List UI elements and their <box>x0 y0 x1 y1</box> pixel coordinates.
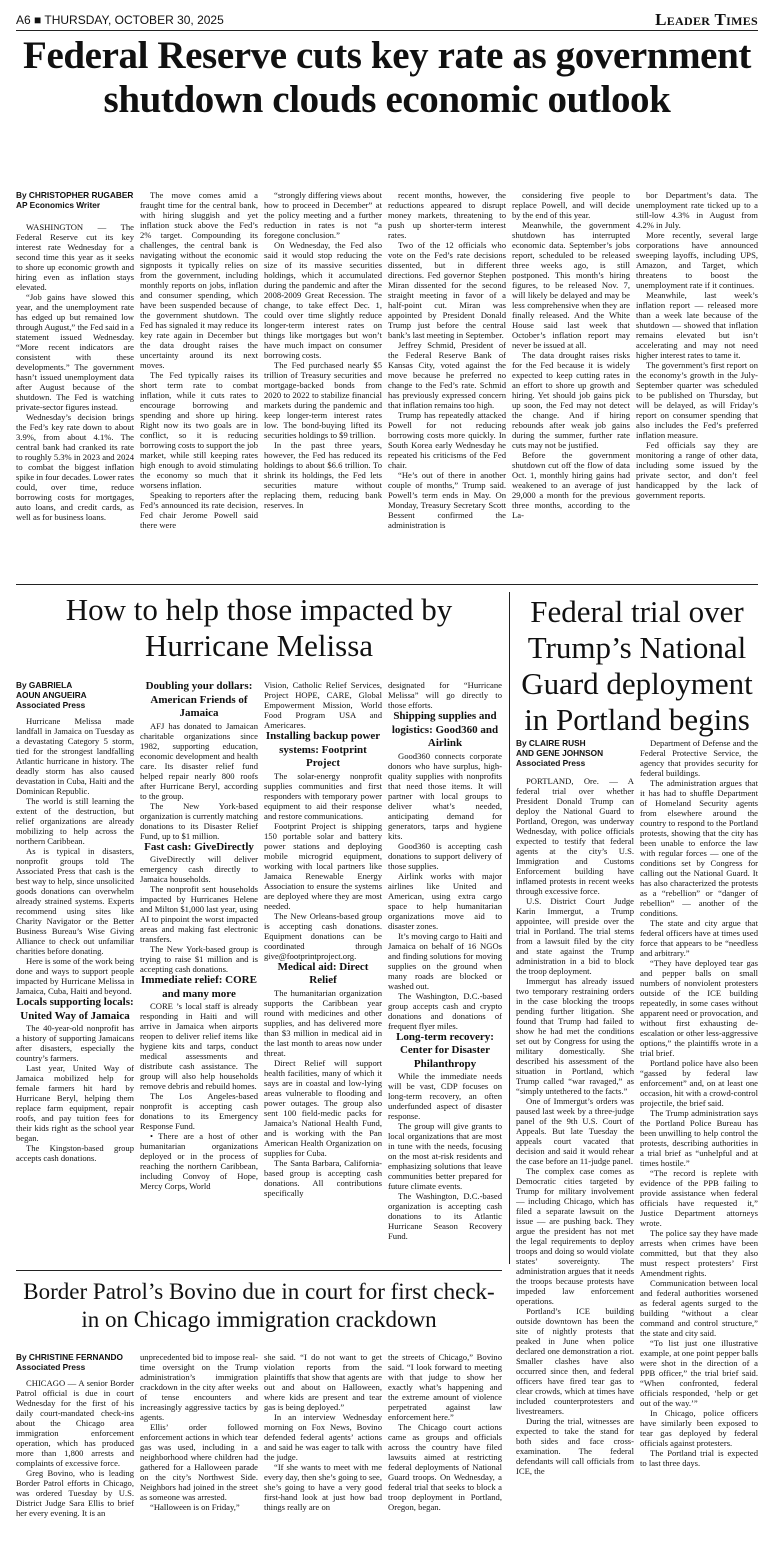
article-paragraph: Communication between local and federal authorities worsened as federal agents surged to the building “without a clear command and control structure,” the state and city said. <box>640 1278 758 1338</box>
article-paragraph: Greg Bovino, who is leading Border Patrol efforts in Chicago, was ordered Tuesday by U.S. District Judge Sara Ellis to brief her every evening. It is an <box>16 1468 134 1518</box>
article-paragraph: The data drought raises risks for the Fed because it is widely expected to keep cutting rates in an effort to shore up growth and hiring. Yet should job gains pick up soon, the Fed may not detect the change. And if hiring rebounds after weak job gains during the summer, further rate cuts may not be justified. <box>512 350 630 450</box>
hurricane-column-2 <box>140 680 258 1264</box>
article-paragraph: The state and city argue that federal officers have at times used force that appears to be “needless and arbitrary.” <box>640 918 758 958</box>
article-paragraph: • There are a host of other humanitarian organizations deployed or in the process of reaching the northern Caribbean, including Convoy of Hope, Mercy Corps, World <box>140 1131 258 1191</box>
article-paragraph: Speaking to reporters after the Fed’s announced its rate decision, Fed chair Jerome Powell said there were <box>140 490 258 530</box>
section-divider <box>16 584 758 585</box>
article-paragraph: Footprint Project is shipping 150 portable solar and battery power stations and deploying mobile microgrid equipment, working with local partners like Jamaica Renewable Energy Association to ensure the systems are deployed where they are most needed. <box>264 820 382 911</box>
article-paragraph: The group will give grants to local organizations that are most in tune with the needs, focusing on the most at-risk residents and emphasizing solutions that leave communities better prepared for future climate events. <box>388 1121 502 1191</box>
portland-column-1 <box>516 738 634 1540</box>
portland-column-2 <box>640 738 758 1540</box>
article-paragraph: More recently, several large corporations have announced sweeping layoffs, including UPS, Amazon, and Target, which threatens to boost the unemployment rate if it continues. <box>636 230 758 290</box>
article-paragraph: It’s moving cargo to Haiti and Jamaica on behalf of 16 NGOs and finding solutions for moving supplies on the ground when many roads are blocked or washed out. <box>388 930 502 991</box>
afj-subhead: Doubling your dollars: American Friends of Jamaica <box>145 680 253 719</box>
givedirectly-subhead: Fast cash: GiveDirectly <box>144 840 254 853</box>
hurricane-column-4 <box>388 680 502 1264</box>
article-paragraph: “If she wants to meet with me every day, then she’s going to see, she’s going to have a very good first-hand look at just how bad things really are on <box>264 1462 382 1512</box>
fed-headline: Federal Reserve cuts key rate as government shutdown clouds economic outlook <box>23 34 751 121</box>
page-date-line: A6 ■ THURSDAY, OCTOBER 30, 2025 <box>16 13 224 27</box>
article-paragraph: “He’s out of there in another couple of months,” Trump said. Powell’s term ends in May. On Monday, Treasury Secretary Scott Bessent confirmed the administration is <box>388 470 506 530</box>
article-paragraph: U.S. District Court Judge Karin Immergut, a Trump appointee, will preside over the trial in Portland. The trial stems from a lawsuit filed by the city and state against the Trump administration in a bid to block the troop deployment. <box>516 896 634 976</box>
article-paragraph: The solar-energy nonprofit supplies communities and first responders with temporary power equipment to aid their response and restore communications. <box>264 770 382 821</box>
article-paragraph: Trump has repeatedly attacked Powell for not reducing borrowing costs more quickly. In South Korea early Wednesday he repeated his criticisms of the Fed chair. <box>388 410 506 470</box>
fed-column-4 <box>388 190 506 578</box>
article-paragraph: The Fed purchased nearly $5 trillion of Treasury securities and mortgage-backed bonds from 2020 to 2022 to stabilize financial markets during the pandemic and keep longer-term interest rates low. The bond-buying lifted its securities holdings to $9 trillion. <box>264 360 382 440</box>
article-paragraph: “Halloween is on Friday,” <box>150 1502 240 1512</box>
direct-relief-subhead: Medical aid: Direct Relief <box>277 960 369 986</box>
bovino-byline: By CHRISTINE FERNANDO Associated Press <box>16 1352 123 1372</box>
masthead <box>16 4 758 31</box>
article-paragraph: WASHINGTON — The Federal Reserve cut its key interest rate Wednesday for a second time this year as it seeks to shore up economic growth and hiring even as inflation stays elevated. <box>16 222 134 292</box>
article-paragraph: Meanwhile, last week’s inflation report — released more than a week late because of the shutdown — showed that inflation remains elevated but isn’t accelerating and may not need higher interest rates to tame it. <box>636 290 758 360</box>
article-paragraph: On Wednesday, the Fed also said it would stop reducing the size of its massive securities holdings, which it accumulated during the pandemic and after the 2008-2009 Great Recession. The change, to take effect Dec. 1, could over time slightly reduce longer-term interest rates on things like mortgages but won’t have much impact on consumer borrowing costs. <box>264 240 382 360</box>
portland-byline: By CLAIRE RUSH AND GENE JOHNSON Associated Press <box>516 738 604 768</box>
article-paragraph: Immergut has already issued two temporary restraining orders in the case blocking the troops pending further litigation. She found that Trump had failed to show he had met the conditions set out by Congress for using the military domestically. She described his assessment of the situation in Portland, which Trump called “war ravaged,” as “simply untethered to the facts.” <box>516 976 634 1096</box>
article-paragraph: Before the government shutdown cut off the flow of data Oct. 1, monthly hiring gains had weakened to an average of just 29,000 a month for the previous three months, according to the La- <box>512 450 630 520</box>
article-paragraph: The police say they have made arrests when crimes have been committed, but that they also must respect protesters’ First Amendment rights. <box>640 1228 758 1278</box>
fed-byline: By CHRISTOPHER RUGABER AP Economics Writer <box>16 190 134 210</box>
bovino-column-2 <box>140 1352 258 1540</box>
article-paragraph: the streets of Chicago,” Bovino said. “I look forward to meeting with that judge to show her exactly what’s happening and the extreme amount of violence perpetrated against law enforcement here.” <box>388 1352 502 1422</box>
article-paragraph: considering five people to replace Powell, and will decide by the end of this year. <box>512 190 630 220</box>
article-paragraph: Good360 is accepting cash donations to support delivery of those supplies. <box>388 840 502 871</box>
article-paragraph: Ellis’ order followed enforcement actions in which tear gas was used, including in a neighborhood where children had gathered for a Halloween parade on the city’s Northwest Side. Neighbors had joined in the street as someone was arrested. <box>140 1422 258 1502</box>
article-paragraph: Airlink works with major airlines like United and American, using extra cargo space to help humanitarian organizations move aid to disaster zones. <box>388 870 502 931</box>
article-paragraph: Portland’s ICE building outside downtown has been the site of nightly protests that peaked in June when police declared one demonstration a riot. Smaller clashes have also occurred since then, and federal officers have fired tear gas to clear crowds, which at times have included counterprotesters and livestreamers. <box>516 1306 634 1416</box>
article-paragraph: CHICAGO — A senior Border Patrol official is due in court Wednesday for the first of his daily court-mandated check-ins about the Chicago area immigration enforcement operation, which has produced more than 1,800 arrests and complaints of excessive force. <box>16 1378 134 1468</box>
bovino-headline: Border Patrol’s Bovino due in court for first check-in on Chicago immigration crackdown <box>23 1279 495 1332</box>
fed-column-5 <box>512 190 630 578</box>
article-paragraph: Good360 connects corporate donors who have surplus, high-quality supplies with nonprofits that need those items. It will partner with local groups to deliver what’s needed, anticipating demand for generators, tarps and hygiene kits. <box>388 750 502 841</box>
article-paragraph: AFJ has donated to Jamaican charitable organizations since 1982, supporting education, economic development and health care. Its disaster relief fund helped repair nearly 800 roofs after Hurricane Beryl, according to the group. <box>140 720 258 801</box>
article-paragraph: The government’s first report on the economy’s growth in the July-September quarter was scheduled to be published on Thursday, but will be delayed, as will Friday’s report on consumer spending that also includes the Fed’s preferred inflation measure. <box>636 360 758 440</box>
article-paragraph: The 40-year-old nonprofit has a history of supporting Jamaicans after disasters, especially the country’s farmers. <box>16 1023 134 1063</box>
article-paragraph: In an interview Wednesday morning on Fox News, Bovino defended federal agents’ actions and said he was eager to talk with the judge. <box>264 1412 382 1462</box>
article-paragraph: Direct Relief will support health facilities, many of which it says are in coastal and low-lying areas vulnerable to flooding and power outages. The group also sent 100 field-medic packs for Jamaica’s National Health Fund, and is working with the Pan American Health Organization on supplies for Cuba. <box>264 1057 382 1158</box>
article-paragraph: The New Orleans-based group is accepting cash donations. Equipment donations can be coordinated through give@footprintproject.org. <box>264 910 382 961</box>
hurricane-column-1 <box>16 680 134 1264</box>
article-paragraph: Fed officials say they are monitoring a range of other data, including some issued by the private sector, and don’t feel handicapped by the lack of government reports. <box>636 440 758 500</box>
column-divider <box>509 592 510 1264</box>
article-paragraph: While the immediate needs will be vast, CDP focuses on long-term recovery, an often underfunded aspect of disaster response. <box>388 1071 502 1121</box>
article-paragraph: The humanitarian organization supports the Caribbean year round with medicines and other supplies, and has delivered more than $3 million in medical aid in the last month to areas now under threat. <box>264 987 382 1058</box>
article-paragraph: Last year, United Way of Jamaica mobilized help for female farmers hit hard by Hurricane Beryl, helping them replace farm equipment, repair roofs, and pay tuition fees for their kids right as the school year began. <box>16 1063 134 1143</box>
article-paragraph: “To list just one illustrative example, at one point pepper balls were shot in the direction of a PPB officer,” the trial brief said. “When confronted, federal officials responded, ‘help or get out of the way.’” <box>640 1338 758 1408</box>
article-paragraph: PORTLAND, Ore. — A federal trial over whether President Donald Trump can deploy the National Guard to Portland, Oregon, was underway Wednesday, with police officials expected to testify that federal agents at the city’s U.S. Immigration and Customs Enforcement building have inflamed protests in recent weeks through excessive force. <box>516 776 634 896</box>
article-paragraph: The Los Angeles-based nonprofit is accepting cash donations to its Emergency Response Fund. <box>140 1091 258 1131</box>
article-paragraph: GiveDirectly will deliver emergency cash directly to Jamaica households. <box>140 854 258 884</box>
article-paragraph: CORE ’s local staff is already responding in Haiti and will arrive in Jamaica when airports reopen to deliver relief items like hygiene kits and tarps, conduct medical assessments and distribute cash assistance. The group will also help households remove debris and rebuild homes. <box>140 1001 258 1091</box>
article-paragraph: The Fed typically raises its short term rate to combat inflation, while it cuts rates to encourage borrowing and spending and shore up hiring. Right now its two goals are in conflict, so it is reducing borrowing costs to support the job market, while still keeping rates high enough to avoid stimulating the economy so much that it worsens inflation. <box>140 370 258 490</box>
article-paragraph: The Santa Barbara, California-based group is accepting cash donations. All contributions specifically <box>264 1157 382 1198</box>
article-paragraph: One of Immergut’s orders was paused last week by a three-judge panel of the 9th U.S. Court of Appeals. But late Tuesday the appeals court vacated that decision and said it would rehear the case before an 11-judge panel. <box>516 1096 634 1166</box>
article-paragraph: The Portland trial is expected to last three days. <box>640 1448 758 1468</box>
core-subhead: Immediate relief: CORE and many more <box>141 974 257 1000</box>
article-paragraph: Here is some of the work being done and ways to support people impacted by Hurricane Melissa in Jamaica, Cuba, Haiti and beyond. <box>16 956 134 996</box>
fed-column-6 <box>636 190 758 578</box>
article-paragraph: “strongly differing views about how to proceed in December” at the policy meeting and a further reduction in rates is not “a foregone conclusion.” <box>264 190 382 240</box>
article-paragraph: As is typical in disasters, nonprofit groups told The Associated Press that cash is the best way to help, since unsolicited goods donations can overwhelm already strained systems. Experts recommend using sites like Charity Navigator or the Better Business Bureau’s Wise Giving Alliance to check out unfamiliar charities before donating. <box>16 846 134 956</box>
article-paragraph: Wednesday’s decision brings the Fed’s key rate down to about 3.9%, from about 4.1%. The central bank had cranked its rate to roughly 5.3% in 2023 and 2024 to combat the biggest inflation spike in four decades. Lower rates could, over time, reduce borrowing costs for mortgages, auto loans, and credit cards, as well as for business loans. <box>16 412 134 522</box>
bovino-column-1 <box>16 1352 134 1540</box>
article-paragraph: In Chicago, police officers have similarly been exposed to tear gas deployed by federal officials against protesters. <box>640 1408 758 1448</box>
article-paragraph: bor Department’s data. The unemployment rate ticked up to a still-low 4.3% in August from 4.2% in July. <box>636 190 758 230</box>
article-paragraph: she said. “I do not want to get violation reports from the plaintiffs that show that agents are out and about on Halloween, where kids are present and tear gas is being deployed.” <box>264 1352 382 1412</box>
article-paragraph: Two of the 12 officials who vote on the Fed’s rate decisions dissented, but in different directions. Fed governor Stephen Miran dissented for the second straight meeting in favor of a half-point cut. Miran was appointed by President Donald Trump just before the central bank’s last meeting in September. <box>388 240 506 340</box>
bottom-section-divider <box>16 1270 502 1271</box>
article-paragraph: The nonprofit sent households impacted by Hurricanes Helene and Milton $1,000 last year, using AI to pinpoint the worst impacted areas and making fast electronic transfers. <box>140 884 258 944</box>
article-paragraph: “Job gains have slowed this year, and the unemployment rate has edged up but remained low through August,” the Fed said in a statement issued Wednesday. “More recent indicators are consistent with these developments.” The government hasn’t issued unemployment data after August because of the shutdown. The Fed is watching private-sector figures instead. <box>16 292 134 412</box>
article-paragraph: The Chicago court actions came as groups and officials across the country have filed lawsuits aimed at restricting federal deployments of National Guard troops. On Wednesday, a federal trial that seeks to block a troop deployment in Portland, Oregon, began. <box>388 1422 502 1512</box>
article-paragraph: “The record is replete with evidence of the PPB failing to provide assistance when federal officials have requested it,” Justice Department attorneys wrote. <box>640 1168 758 1228</box>
hurricane-headline: How to help those impacted by Hurricane Melissa <box>65 592 453 663</box>
article-paragraph: Portland police have also been “gassed by federal law enforcement” and, on at least one occasion, hit with a crowd-control projectile, the brief said. <box>640 1058 758 1108</box>
article-paragraph: Meanwhile, the government shutdown has interrupted economic data. September’s jobs report, scheduled to be released three weeks ago, is still postponed. This month’s hiring figures, to be released Nov. 7, will likely be delayed and may be less comprehensive when they are finally released. And the White House said last week that October’s inflation report may never be issued at all. <box>512 220 630 350</box>
article-paragraph: The New York-based organization is currently matching donations to its Disaster Relief Fund, up to $1 million. <box>140 800 258 841</box>
article-paragraph: The Washington, D.C.-based group accepts cash and crypto donations and donations of frequent flyer miles. <box>388 990 502 1031</box>
hurricane-byline: By GABRIELA AOUN ANGUEIRA Associated Press <box>16 680 87 710</box>
fed-column-3 <box>264 190 382 578</box>
article-paragraph: In the past three years, however, the Fed has reduced its holdings to about $6.6 trillion. To shrink its holdings, the Fed lets securities mature without replacing them, reducing bank reserves. In <box>264 440 382 510</box>
hurricane-column-3 <box>264 680 382 1264</box>
united-way-subhead: Locals supporting locals: United Way of Jamaica <box>16 996 134 1022</box>
good360-subhead: Shipping supplies and logistics: Good360 and Airlink <box>391 710 499 749</box>
article-paragraph: “They have deployed tear gas and pepper balls on small numbers of nonviolent protesters outside of the ICE building repeatedly, in some cases without apparent need or provocation, and without first exhausting de-escalation or other less-aggressive options,” the plaintiffs wrote in a trial brief. <box>640 958 758 1058</box>
article-paragraph: The administration argues that it has had to shuffle Department of Homeland Security agents from elsewhere around the country to respond to the Portland protests, showing that the city has been unable to enforce the law with regular forces — one of the conditions set by Congress for calling out the National Guard. It has also characterized the protests as a “rebellion” or “danger of rebellion” — another of the conditions. <box>640 778 758 918</box>
article-paragraph: The Trump administration says the Portland Police Bureau has been unwilling to help control the protests, describing authorities in a trial brief as “unhelpful and at times hostile.” <box>640 1108 758 1168</box>
article-paragraph: Department of Defense and the Federal Protective Service, the agency that provides security for federal buildings. <box>640 738 758 778</box>
article-paragraph: The world is still learning the extent of the destruction, but relief organizations are already mobilizing to help across the northern Caribbean. <box>16 796 134 846</box>
fed-column-2 <box>140 190 258 578</box>
article-paragraph: Vision, Catholic Relief Services, Project HOPE, CARE, Global Empowerment Mission, World Food Program USA and Americares. <box>264 680 382 730</box>
bovino-column-3 <box>264 1352 382 1540</box>
article-paragraph: Jeffrey Schmid, President of the Federal Reserve Bank of Kansas City, voted against the move because he preferred no change to the Fed’s rate. Schmid has previously expressed concern that inflation remains too high. <box>388 340 506 410</box>
cdp-subhead: Long-term recovery: Center for Disaster Philanthropy <box>396 1030 494 1070</box>
footprint-subhead: Installing backup power systems: Footprint Project <box>265 730 381 769</box>
article-paragraph: During the trial, witnesses are expected to take the stand for both sides and face cross-examination. The federal defendants will call officials from ICE, the <box>516 1416 634 1476</box>
article-paragraph: unprecedented bid to impose real-time oversight on the Trump administration’s immigration crackdown in the city after weeks of tense encounters and increasingly aggressive tactics by agents. <box>140 1352 258 1422</box>
article-paragraph: The complex case comes as Democratic cities targeted by Trump for military involvement — including Chicago, which has filed a separate lawsuit on the issue — are pushing back. They argue the president has not met the legal requirements to deploy troops and doing so would violate states’ sovereignty. The administration argues that it needs the troops because protests have impeded law enforcement operations. <box>516 1166 634 1306</box>
newspaper-name: Leader Times <box>655 10 758 29</box>
bovino-column-4 <box>388 1352 502 1540</box>
article-paragraph: The Washington, D.C.-based organization is accepting cash donations to its Atlantic Hurricane Season Recovery Fund. <box>388 1191 502 1241</box>
article-paragraph: The Kingston-based group accepts cash donations. <box>16 1143 134 1163</box>
article-paragraph: The move comes amid a fraught time for the central bank, with hiring sluggish and yet inflation stuck above the Fed’s 2% target. Compounding its challenges, the central bank is navigating without the economic signposts it typically relies on from the government, including monthly reports on jobs, inflation and consumer spending, which have been suspended because of the government shutdown. The Fed has signaled it may reduce its key rate again in December but the data drought raises the uncertainty around its next moves. <box>140 190 258 370</box>
fed-column-1 <box>16 190 134 578</box>
article-paragraph: recent months, however, the reductions appeared to disrupt money markets, threatening to push up shorter-term interest rates. <box>388 190 506 240</box>
portland-headline: Federal trial over Trump’s National Guard deployment in Portland begins <box>521 594 753 737</box>
article-paragraph: designated for “Hurricane Melissa” will go directly to those efforts. <box>388 680 502 710</box>
article-paragraph: The New York-based group is trying to raise $1 million and is accepting cash donations. <box>140 944 258 974</box>
article-paragraph: Hurricane Melissa made landfall in Jamaica on Tuesday as a devastating Category 5 storm, tied for the strongest landfalling Atlantic hurricane in history. The deadly storm has also caused devastation in Cuba, Haiti and the Dominican Republic. <box>16 716 134 796</box>
